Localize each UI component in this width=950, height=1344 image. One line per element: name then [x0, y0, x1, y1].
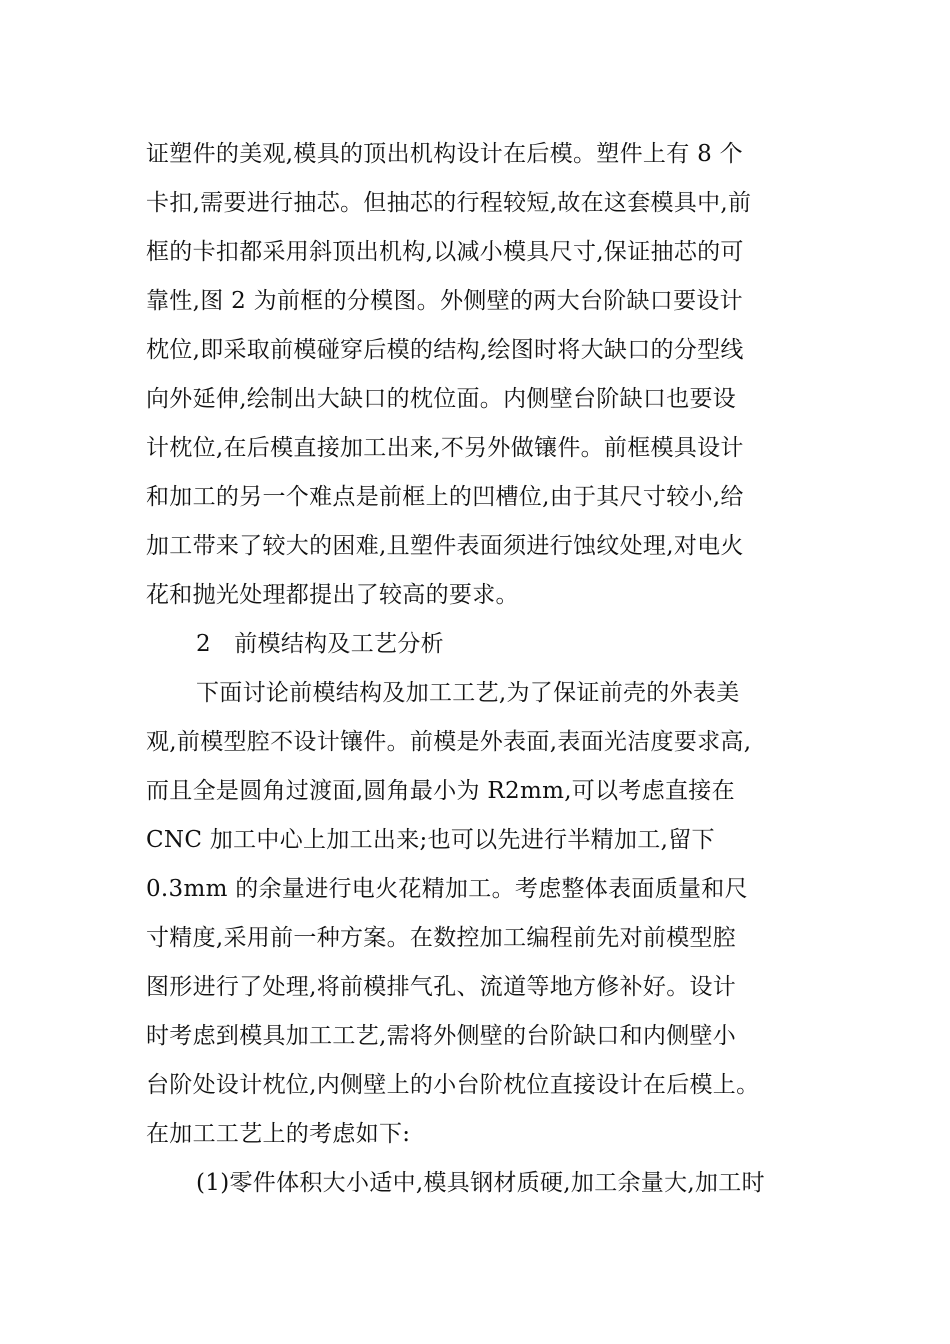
text-line: 0.3mm 的余量进行电火花精加工。考虑整体表面质量和尺 — [146, 876, 748, 902]
text-line: 枕位,即采取前模碰穿后模的结构,绘图时将大缺口的分型线 — [146, 337, 744, 363]
text-line: 下面讨论前模结构及加工工艺,为了保证前壳的外表美 — [196, 680, 740, 706]
text-line: 台阶处设计枕位,内侧壁上的小台阶枕位直接设计在后模上。 — [146, 1072, 760, 1098]
text-line: 寸精度,采用前一种方案。在数控加工编程前先对前模型腔 — [146, 925, 737, 951]
text-line: 花和抛光处理都提出了较高的要求。 — [146, 582, 519, 608]
text-line: 框的卡扣都采用斜顶出机构,以减小模具尺寸,保证抽芯的可 — [146, 239, 744, 265]
text-line: 和加工的另一个难点是前框上的凹槽位,由于其尺寸较小,给 — [146, 484, 744, 510]
text-line: CNC 加工中心上加工出来;也可以先进行半精加工,留下 — [146, 827, 715, 853]
body-text — [146, 130, 816, 1208]
text-line: 证塑件的美观,模具的顶出机构设计在后模。塑件上有 8 个 — [146, 141, 743, 167]
text-line: 而且全是圆角过渡面,圆角最小为 R2mm,可以考虑直接在 — [146, 778, 735, 804]
text-line: 观,前模型腔不设计镶件。前模是外表面,表面光洁度要求高, — [146, 729, 752, 755]
text-line: 图形进行了处理,将前模排气孔、流道等地方修补好。设计 — [146, 974, 737, 1000]
text-line: 卡扣,需要进行抽芯。但抽芯的行程较短,故在这套模具中,前 — [146, 190, 752, 216]
text-line: 时考虑到模具加工工艺,需将外侧壁的台阶缺口和内侧壁小 — [146, 1023, 737, 1049]
text-line: 加工带来了较大的困难,且塑件表面须进行蚀纹处理,对电火 — [146, 533, 744, 559]
text-line: 计枕位,在后模直接加工出来,不另外做镶件。前框模具设计 — [146, 435, 744, 461]
text-line: 在加工工艺上的考虑如下: — [146, 1121, 411, 1147]
list-item: (1)零件体积大小适中,模具钢材质硬,加工余量大,加工时 — [196, 1170, 765, 1196]
text-line: 向外延伸,绘制出大缺口的枕位面。内侧壁台阶缺口也要设 — [146, 386, 737, 412]
section-heading: 2 前模结构及工艺分析 — [196, 631, 444, 657]
text-line: 靠性,图 2 为前框的分模图。外侧壁的两大台阶缺口要设计 — [146, 288, 743, 314]
